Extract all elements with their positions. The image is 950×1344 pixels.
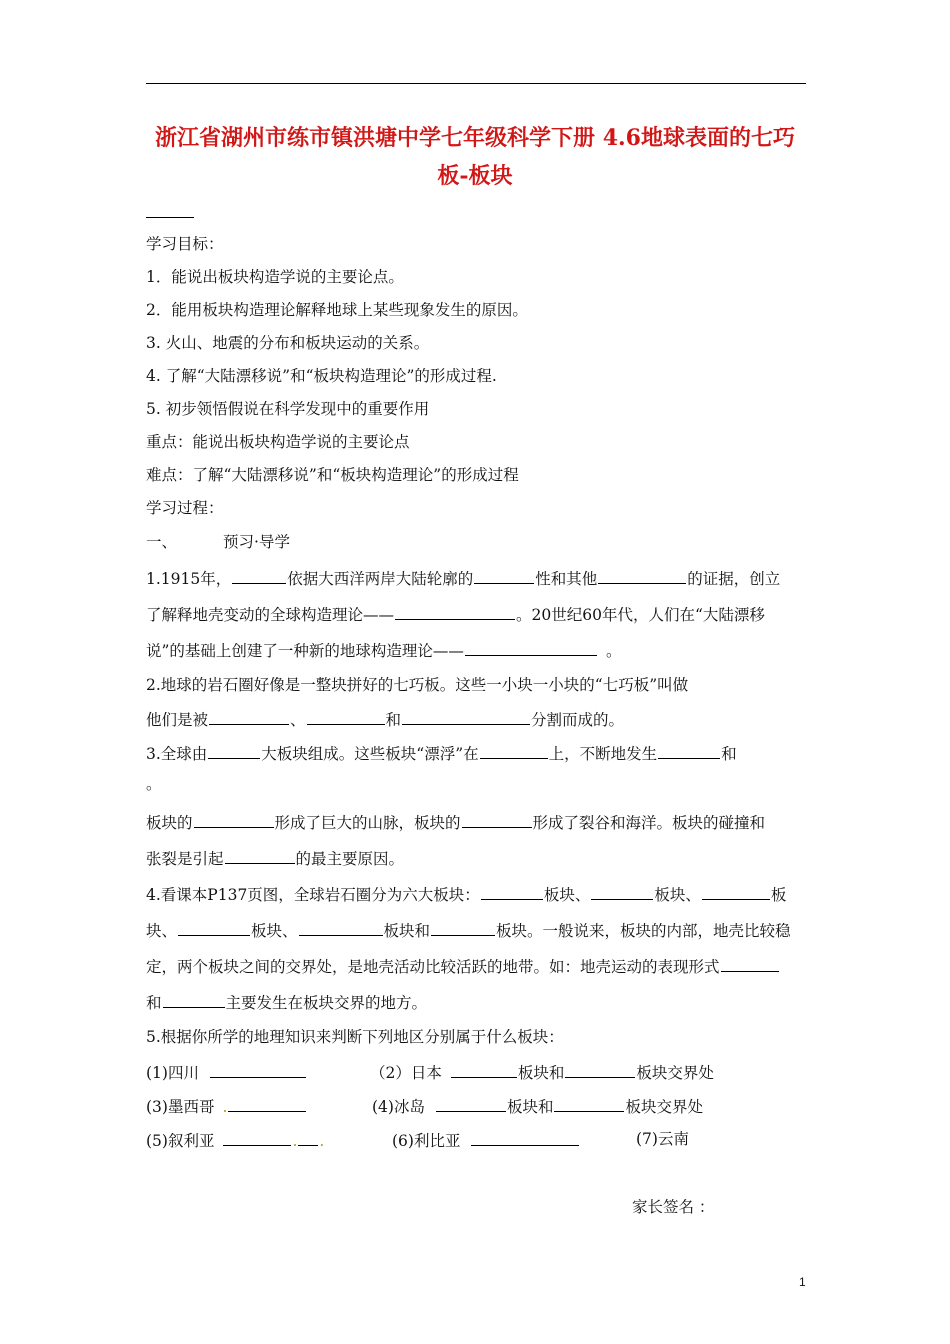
q1-line-3 bbox=[146, 638, 621, 662]
q2-line-1: 2.地球的岩石圈好像是一整块拼好的七巧板。这些一小块一小块的“七巧板”叫做 bbox=[146, 676, 689, 694]
answer-blank[interactable] bbox=[163, 990, 225, 1008]
q4-text: 板块。一般说来，板块的内部，地壳比较稳 bbox=[496, 922, 791, 940]
q3-text: 形成了巨大的山脉，板块的 bbox=[274, 814, 461, 832]
q5-text: 板块交界处 bbox=[625, 1098, 703, 1116]
q5-region: (1)四川 bbox=[146, 1064, 199, 1082]
answer-blank[interactable] bbox=[565, 1060, 635, 1078]
q4-line-1 bbox=[146, 882, 786, 906]
short-rule bbox=[146, 217, 194, 218]
q4-text: 板块、 bbox=[251, 922, 298, 940]
q1-line-2 bbox=[146, 602, 765, 626]
objective-item: 3. 火山、地震的分布和板块运动的关系。 bbox=[146, 334, 430, 352]
objective-item: 5. 初步领悟假说在科学发现中的重要作用 bbox=[146, 400, 430, 418]
q5-row-2-left: (3)墨西哥 . bbox=[146, 1094, 307, 1118]
section-1-heading bbox=[146, 531, 290, 553]
q3-line-4 bbox=[146, 846, 404, 870]
page-number: 1 bbox=[799, 1275, 806, 1289]
answer-blank[interactable] bbox=[591, 882, 653, 900]
q3-line-2: 。 bbox=[146, 775, 162, 793]
q5-row-1-left bbox=[146, 1060, 307, 1084]
title-line-2: 板-板块 bbox=[437, 163, 513, 189]
q5-row-3-right: (7)云南 bbox=[636, 1130, 689, 1148]
q5-row-2-right bbox=[372, 1094, 703, 1118]
answer-blank[interactable] bbox=[721, 954, 779, 972]
q4-text: 主要发生在板块交界的地方。 bbox=[225, 994, 428, 1012]
section-title: 预习·导学 bbox=[223, 533, 290, 551]
answer-blank[interactable] bbox=[208, 741, 260, 759]
q5-region: (4)冰岛 bbox=[372, 1098, 425, 1116]
answer-blank[interactable] bbox=[474, 566, 534, 584]
q2-text: 、 bbox=[290, 711, 306, 729]
q2-text: 和 bbox=[385, 711, 402, 729]
q3-text: 形成了裂谷和海洋。板块的碰撞和 bbox=[532, 814, 766, 832]
objective-item: 1．能说出板块构造学说的主要论点。 bbox=[146, 268, 404, 286]
q1-text: 的证据，创立 bbox=[687, 570, 781, 588]
q1-text: 了解释地壳变动的全球构造理论—— bbox=[146, 606, 395, 624]
key-point: 重点：能说出板块构造学说的主要论点 bbox=[146, 433, 410, 451]
q5-region: (6)利比亚 bbox=[392, 1132, 461, 1150]
answer-blank[interactable] bbox=[210, 1060, 306, 1078]
objective-item: 4. 了解“大陆漂移说”和“板块构造理论”的形成过程. bbox=[146, 367, 497, 385]
answer-blank[interactable] bbox=[658, 741, 720, 759]
q3-text: 大板块组成。这些板块“漂浮”在 bbox=[261, 745, 479, 763]
process-heading: 学习过程： bbox=[146, 499, 224, 517]
parent-signature: 家长签名 ： bbox=[632, 1198, 715, 1216]
q4-text: 板块和 bbox=[383, 922, 431, 940]
q3-line-3 bbox=[146, 810, 765, 834]
q4-line-4 bbox=[146, 990, 427, 1014]
answer-blank[interactable] bbox=[462, 810, 532, 828]
q1-line-1 bbox=[146, 566, 780, 590]
q3-text: 3.全球由 bbox=[146, 745, 208, 763]
answer-blank[interactable] bbox=[402, 707, 530, 725]
q5-intro: 5.根据你所学的地理知识来判断下列地区分别属于什么板块： bbox=[146, 1028, 564, 1046]
answer-blank[interactable] bbox=[554, 1094, 624, 1112]
q4-text: 定，两个板块之间的交界处，是地壳活动比较活跃的地带。如：地壳运动的表现形式 bbox=[146, 958, 720, 976]
q4-text: 和 bbox=[146, 994, 162, 1012]
q5-region: （2）日本 bbox=[370, 1064, 442, 1082]
answer-blank[interactable] bbox=[431, 918, 495, 936]
answer-blank[interactable] bbox=[232, 566, 286, 584]
answer-blank[interactable] bbox=[298, 1128, 318, 1146]
answer-blank[interactable] bbox=[465, 638, 597, 656]
q5-row-1-right bbox=[370, 1060, 714, 1084]
answer-blank[interactable] bbox=[209, 707, 289, 725]
answer-blank[interactable] bbox=[471, 1128, 579, 1146]
q5-row-3-left: (5)叙利亚 . . bbox=[146, 1128, 324, 1152]
q3-text: 和 bbox=[721, 745, 737, 763]
q3-text: 上，不断地发生 bbox=[548, 745, 658, 763]
answer-blank[interactable] bbox=[451, 1060, 517, 1078]
q4-text: 板 bbox=[770, 886, 787, 904]
q3-text: 板块的 bbox=[146, 814, 193, 832]
difficulty: 难点：了解“大陆漂移说”和“板块构造理论”的形成过程 bbox=[146, 466, 519, 484]
answer-blank[interactable] bbox=[436, 1094, 506, 1112]
q1-text: 。20世纪60年代，人们在“大陆漂移 bbox=[516, 606, 765, 624]
q3-line-1 bbox=[146, 741, 737, 765]
q3-text: 张裂是引起 bbox=[146, 850, 224, 868]
answer-blank[interactable] bbox=[702, 882, 770, 900]
q5-text: 板块交界处 bbox=[636, 1064, 714, 1082]
section-number: 一、 bbox=[146, 533, 178, 551]
q3-text: 的最主要原因。 bbox=[295, 850, 405, 868]
q5-region: (3)墨西哥 bbox=[146, 1098, 215, 1116]
objectives-heading: 学习目标： bbox=[146, 235, 224, 253]
q1-text: 1.1915年， bbox=[146, 570, 232, 588]
q2-line-2 bbox=[146, 707, 624, 731]
answer-blank[interactable] bbox=[307, 707, 385, 725]
answer-blank[interactable] bbox=[223, 1128, 291, 1146]
answer-blank[interactable] bbox=[194, 810, 274, 828]
q4-text: 板块、 bbox=[654, 886, 701, 904]
q5-region: (5)叙利亚 bbox=[146, 1132, 215, 1150]
answer-blank[interactable] bbox=[598, 566, 686, 584]
q2-text: 他们是被 bbox=[146, 711, 209, 729]
answer-blank[interactable] bbox=[480, 741, 548, 759]
q4-line-2 bbox=[146, 918, 791, 942]
q1-text: 性和其他 bbox=[535, 570, 598, 588]
title-line-1: 浙江省湖州市练市镇洪塘中学七年级科学下册 4.6地球表面的七巧 bbox=[155, 125, 795, 151]
q5-text: 板块和 bbox=[517, 1064, 565, 1082]
q1-text: 依据大西洋两岸大陆轮廓的 bbox=[287, 570, 474, 588]
q5-row-3-mid bbox=[392, 1128, 580, 1152]
answer-blank[interactable] bbox=[225, 846, 295, 864]
answer-blank[interactable] bbox=[228, 1094, 306, 1112]
q2-text: 分割而成的。 bbox=[531, 711, 625, 729]
answer-blank[interactable] bbox=[481, 882, 543, 900]
q4-text: 板块、 bbox=[543, 886, 591, 904]
answer-blank[interactable] bbox=[178, 918, 250, 936]
q1-text: 说”的基础上创建了一种新的地球构造理论—— bbox=[146, 642, 464, 660]
q4-text: 块、 bbox=[146, 922, 178, 940]
objective-item: 2．能用板块构造理论解释地球上某些现象发生的原因。 bbox=[146, 301, 528, 319]
answer-blank[interactable] bbox=[395, 602, 515, 620]
top-rule bbox=[146, 83, 806, 84]
answer-blank[interactable] bbox=[299, 918, 383, 936]
q1-text: 。 bbox=[605, 642, 622, 660]
q4-text: 4.看课本P137页图，全球岩石圈分为六大板块： bbox=[146, 886, 480, 904]
q4-line-3 bbox=[146, 954, 780, 978]
q5-text: 板块和 bbox=[506, 1098, 554, 1116]
